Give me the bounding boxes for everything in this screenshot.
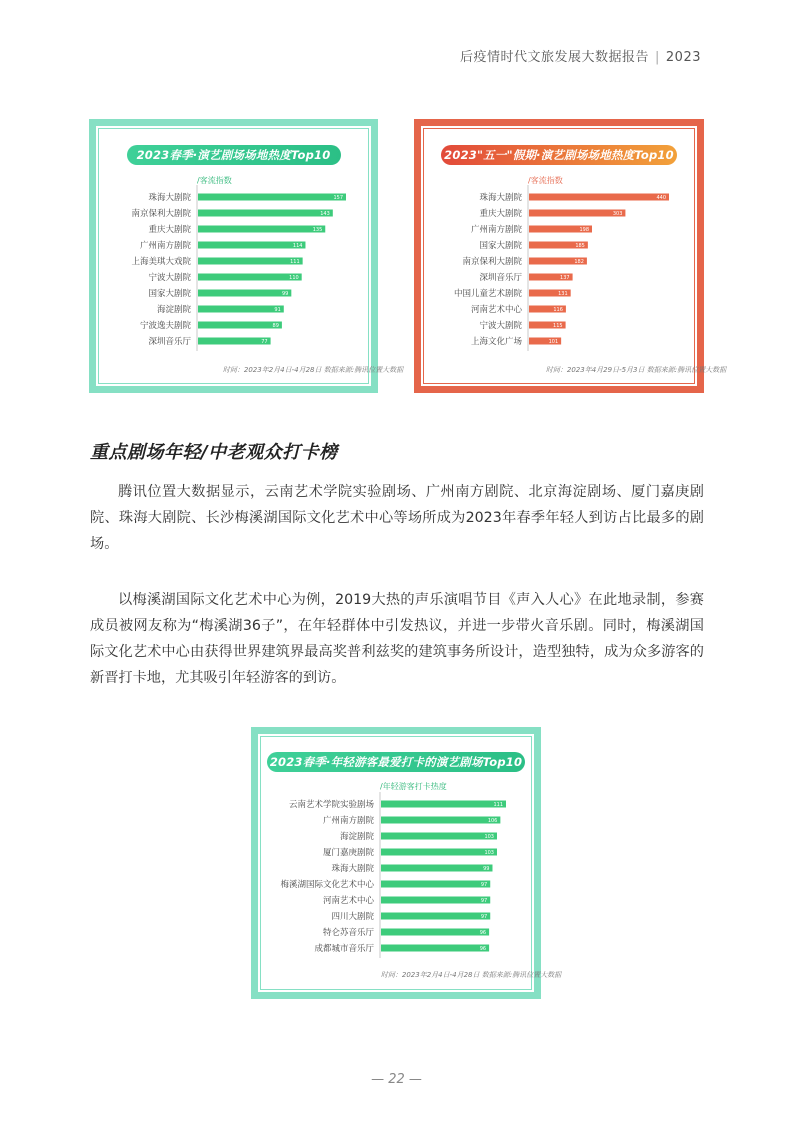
bar xyxy=(198,338,271,345)
bar xyxy=(381,801,506,808)
chart-footnote: 时间：2023年2月4日-4月28日 数据来源:腾讯位置大数据 xyxy=(222,366,404,374)
category-label: 珠海大剧院 xyxy=(479,193,522,203)
bar xyxy=(381,929,489,936)
category-label: 南京保利大剧院 xyxy=(462,257,522,267)
bar-chart xyxy=(89,119,404,393)
category-label: 宁波大剧院 xyxy=(479,321,522,331)
bar xyxy=(198,322,282,329)
value-label: 114 xyxy=(292,243,303,249)
bar xyxy=(381,865,492,872)
chart-title: 2023"五一"假期·演艺剧场场地热度Top10 xyxy=(441,145,677,165)
value-label: 103 xyxy=(484,850,494,856)
category-label: 重庆大剧院 xyxy=(148,225,191,235)
bar xyxy=(198,274,302,281)
value-label: 97 xyxy=(480,898,488,904)
value-label: 106 xyxy=(487,818,498,824)
value-label: 157 xyxy=(333,195,343,201)
bar xyxy=(198,194,346,201)
value-label: 97 xyxy=(480,882,488,888)
y-axis-label: /客流指数 xyxy=(197,176,232,185)
value-label: 97 xyxy=(480,914,488,920)
y-axis-label: /客流指数 xyxy=(528,176,563,185)
bar-chart xyxy=(251,727,562,999)
bar xyxy=(381,881,490,888)
value-label: 96 xyxy=(479,946,487,952)
bar xyxy=(381,817,500,824)
value-label: 99 xyxy=(483,866,490,872)
page-header xyxy=(460,46,701,65)
bar xyxy=(529,194,669,201)
value-label: 198 xyxy=(579,227,589,233)
header-separator: | xyxy=(655,50,660,65)
category-label: 南京保利大剧院 xyxy=(131,209,191,219)
category-label: 宁波逸夫剧院 xyxy=(139,321,191,331)
value-label: 303 xyxy=(612,211,623,217)
value-label: 101 xyxy=(548,339,559,345)
bar xyxy=(198,290,291,297)
value-label: 96 xyxy=(479,930,487,936)
category-label: 宁波大剧院 xyxy=(148,273,191,283)
category-label: 云南艺术学院实验剧场 xyxy=(288,800,374,810)
category-label: 广州南方剧院 xyxy=(470,225,522,235)
category-label: 河南艺术中心 xyxy=(322,896,374,906)
value-label: 182 xyxy=(574,259,584,265)
category-label: 广州南方剧院 xyxy=(322,816,374,826)
report-title: 后疫情时代文旅发展大数据报告 xyxy=(460,50,650,65)
category-label: 特仑苏音乐厅 xyxy=(322,928,374,938)
bar xyxy=(529,210,625,217)
chart-footnote: 时间：2023年2月4日-4月28日 数据来源:腾讯位置大数据 xyxy=(380,971,562,979)
chart-card-mayday-top10 xyxy=(414,119,727,393)
chart-footnote: 时间：2023年4月29日-5月3日 数据来源:腾讯位置大数据 xyxy=(545,366,727,374)
chart-title: 2023春季·年轻游客最爱打卡的演艺剧场Top10 xyxy=(267,752,525,772)
chart-title: 2023春季·演艺剧场场地热度Top10 xyxy=(127,145,341,165)
bar xyxy=(198,242,305,249)
category-label: 成都城市音乐厅 xyxy=(314,944,374,954)
bar xyxy=(198,306,284,313)
bar xyxy=(198,258,303,265)
report-year: 2023 xyxy=(665,50,701,65)
value-label: 135 xyxy=(312,227,323,233)
category-label: 海淀剧院 xyxy=(339,832,374,842)
value-label: 131 xyxy=(558,291,568,297)
category-label: 河南艺术中心 xyxy=(470,305,522,315)
category-label: 珠海大剧院 xyxy=(331,864,374,874)
value-label: 110 xyxy=(289,275,299,281)
category-label: 国家大剧院 xyxy=(148,289,191,299)
value-label: 143 xyxy=(320,211,330,217)
value-label: 115 xyxy=(553,323,563,329)
category-label: 深圳音乐厅 xyxy=(479,273,522,283)
category-label: 广州南方剧院 xyxy=(139,241,191,251)
value-label: 185 xyxy=(575,243,585,249)
value-label: 103 xyxy=(484,834,494,840)
value-label: 89 xyxy=(272,323,279,329)
bar xyxy=(381,833,497,840)
chart-card-young-top10 xyxy=(251,727,562,999)
value-label: 99 xyxy=(281,291,289,297)
category-label: 四川大剧院 xyxy=(331,912,374,922)
category-label: 中国儿童艺术剧院 xyxy=(453,289,522,299)
value-label: 111 xyxy=(493,802,503,808)
value-label: 116 xyxy=(553,307,563,313)
page-number: — 22 — xyxy=(371,1072,422,1087)
value-label: 440 xyxy=(656,195,666,201)
bar xyxy=(198,210,333,217)
value-label: 77 xyxy=(261,339,268,345)
category-label: 上海美琪大戏院 xyxy=(131,257,191,267)
bar-chart xyxy=(414,119,727,393)
bar xyxy=(381,849,497,856)
value-label: 111 xyxy=(290,259,300,265)
y-axis-label: /年轻游客打卡热度 xyxy=(380,782,447,791)
bar xyxy=(198,226,325,233)
value-label: 91 xyxy=(274,307,281,313)
paragraph-2: 以梅溪湖国际文化艺术中心为例，2019大热的声乐演唱节目《声入人心》在此地录制，参赛成员被网友称为“梅溪湖36子”，在年轻群体中引发热议，并进一步带火音乐剧。同时，梅溪湖国际文化艺术中心由获得世界建筑界最高奖普利兹奖的建筑事务所设计，造型独特，成为众多游客的新晋打卡地，尤其吸引年轻游客的到访。 xyxy=(90,592,704,686)
paragraph-1: 腾讯位置大数据显示，云南艺术学院实验剧场、广州南方剧院、北京海淀剧场、厦门嘉庚剧院、珠海大剧院、长沙梅溪湖国际文化艺术中心等场所成为2023年春季年轻人到访占比最多的剧场。 xyxy=(90,484,704,552)
section-title: 重点剧场年轻/中老观众打卡榜 xyxy=(90,442,338,463)
category-label: 厦门嘉庚剧院 xyxy=(322,848,374,858)
category-label: 重庆大剧院 xyxy=(479,209,522,219)
category-label: 上海文化广场 xyxy=(470,337,522,347)
bar xyxy=(381,945,489,952)
value-label: 137 xyxy=(560,275,570,281)
bar xyxy=(381,913,490,920)
category-label: 国家大剧院 xyxy=(479,241,522,251)
category-label: 梅溪湖国际文化艺术中心 xyxy=(280,880,374,890)
bar xyxy=(381,897,490,904)
category-label: 海淀剧院 xyxy=(156,305,191,315)
category-label: 珠海大剧院 xyxy=(148,193,191,203)
chart-card-spring-top10 xyxy=(89,119,404,393)
category-label: 深圳音乐厅 xyxy=(148,337,191,347)
